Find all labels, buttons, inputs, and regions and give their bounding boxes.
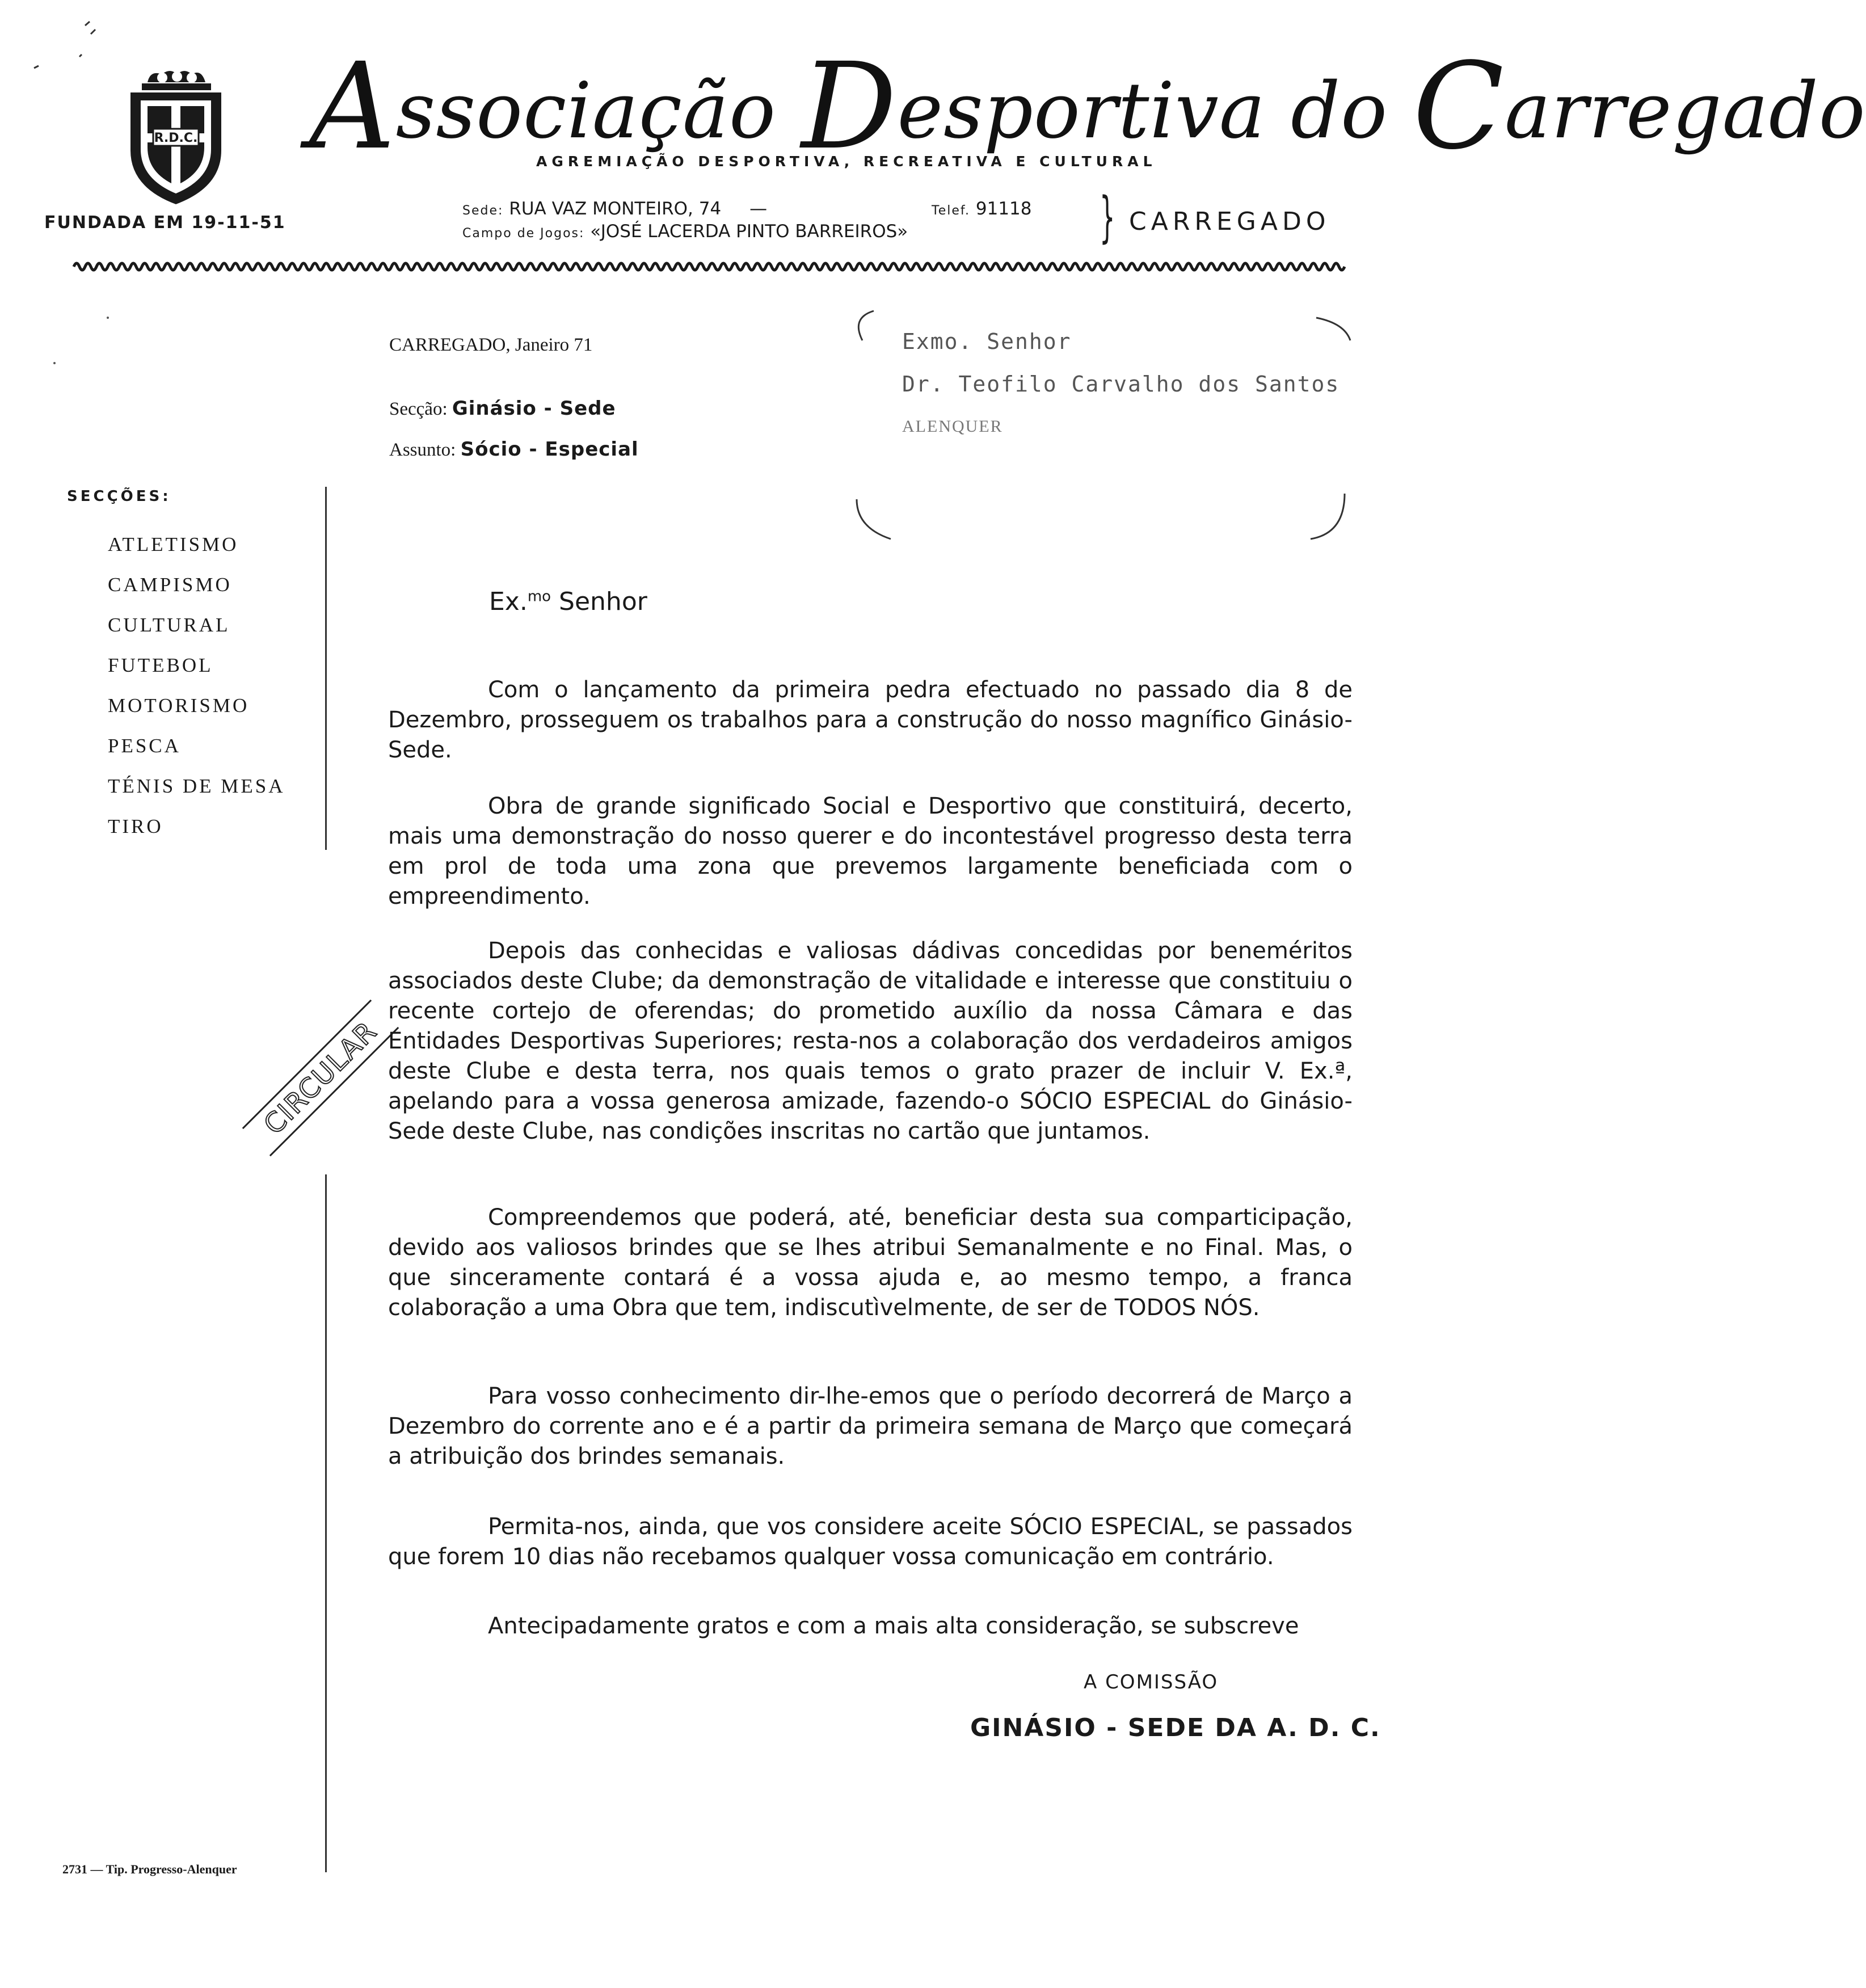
section-item: CULTURAL [108, 614, 230, 636]
letter-salutation: Ex.$^{mo}$ Senhor [489, 587, 647, 616]
signature-organization: GINÁSIO - SEDE DA A. D. C. [970, 1713, 1381, 1742]
club-name-heading: Associação Desportiva do Carregado [309, 37, 1866, 176]
sidebar-divider-top [325, 487, 327, 850]
town-name: CARREGADO [1129, 207, 1330, 236]
section-line: Secção: Ginásio - Sede [389, 397, 616, 420]
addressee-town: ALENQUER [902, 417, 1003, 436]
telephone-number: Telef. 91118 [932, 199, 1032, 219]
club-tagline: AGREMIAÇÃO DESPORTIVA, RECREATIVA E CULTURAL [536, 153, 1157, 170]
addressee-salutation: Exmo. Senhor [902, 329, 1072, 354]
address-brace: } [1100, 186, 1115, 249]
printer-imprint: 2731 — Tip. Progresso-Alenquer [62, 1862, 237, 1876]
place-and-date: CARREGADO, Janeiro 71 [389, 335, 593, 355]
section-item: CAMPISMO [108, 574, 232, 596]
section-item: ATLETISMO [108, 533, 239, 555]
sidebar-divider-bottom [325, 1174, 327, 1872]
section-item: PESCA [108, 735, 181, 757]
subject-line: Assunto: Sócio - Especial [389, 438, 639, 461]
letter-paragraph: Com o lançamento da primeira pedra efectuado no passado dia 8 de Dezembro, prosseguem os trabalhos para a construção do nosso magnífico Ginásio-Sede. [388, 677, 1353, 763]
section-item: MOTORISMO [108, 694, 250, 717]
sections-list [108, 533, 285, 856]
club-crest-logo [125, 65, 227, 207]
sections-heading: SECÇÕES: [67, 488, 171, 505]
header-divider-wavy-line [74, 258, 1345, 275]
letter-closing: Antecipadamente gratos e com a mais alta consideração, se subscreve [488, 1613, 1299, 1639]
headquarters-address: Sede: RUA VAZ MONTEIRO, 74 — [462, 199, 768, 219]
letter-paragraph: Para vosso conhecimento dir-lhe-emos que o período decorrerá de Março a Dezembro do corrente ano e é a partir da primeira semana de Março que começará a atribuição dos brindes semanais. [388, 1383, 1353, 1469]
sports-ground-address: Campo de Jogos: «JOSÉ LACERDA PINTO BARREIROS» [462, 221, 908, 242]
letter-paragraph: Depois das conhecidas e valiosas dádivas concedidas por beneméritos associados deste Clube; da demonstração de vitalidade e interesse que constituiu o recente cortejo de oferendas; do prometido auxílio da nossa Câmara e das Entidades Desportivas Superiores; resta-nos a colaboração dos verdadeiros amigos deste Clube e desta terra, nos quais temos o grato prazer de incluir V. Ex.ª, apelando para a vossa generosa amizade, fazendo-o SÓCIO ESPECIAL do Ginásio-Sede deste Clube, nas condições inscritas no cartão que juntamos. [388, 938, 1353, 1144]
letter-paragraph: Permita-nos, ainda, que vos considere aceite SÓCIO ESPECIAL, se passados que forem 10 dias não recebamos qualquer vossa comunicação em contrário. [388, 1514, 1353, 1570]
crest-initials: R.D.C. [154, 131, 198, 145]
founding-date: FUNDADA EM 19-11-51 [44, 213, 286, 233]
section-item: FUTEBOL [108, 654, 213, 676]
addressee-name: Dr. Teofilo Carvalho dos Santos [902, 372, 1340, 397]
letter-paragraph: Obra de grande significado Social e Desportivo que constituirá, decerto, mais uma demonstração do nosso querer e do incontestável progresso desta terra em prol de toda uma zona que prevemos largamente beneficiada com o empreendimento. [388, 793, 1353, 909]
section-item: TIRO [108, 815, 163, 837]
stamp-text: CIRCULAR [258, 1015, 384, 1141]
section-item: TÉNIS DE MESA [108, 775, 285, 797]
signature-committee: A COMISSÃO [1084, 1671, 1219, 1694]
letter-paragraph: Compreendemos que poderá, até, beneficiar desta sua comparticipação, devido aos valiosos brindes que se lhes atribui Semanalmente e no Final. Mas, o que sinceramente contará é a vossa ajuda e, ao mesmo tempo, a franca colaboração a uma Obra que tem, indiscutìvelmente, de ser de TODOS NÓS. [388, 1204, 1353, 1321]
